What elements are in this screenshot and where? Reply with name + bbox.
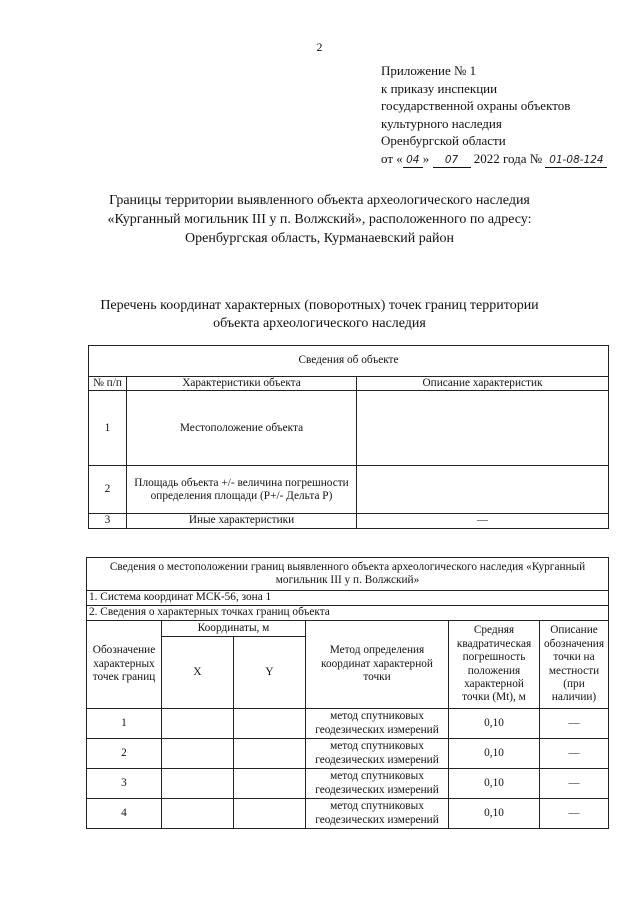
date-mid: »: [422, 150, 430, 166]
table-row: [87, 709, 609, 739]
date-month: 07: [433, 154, 471, 168]
date-year: 2022 года №: [473, 150, 543, 166]
col-header-error: Средняя квадратическая погрешность положения характерной точки (Mt), м: [449, 621, 540, 709]
order-number: 01-08-124: [545, 154, 607, 168]
row-description: [357, 466, 609, 514]
table-row: [87, 769, 609, 799]
title-line: «Курганный могильник III у п. Волжский», расположенного по адресу:: [107, 212, 532, 227]
point-error: 0,10: [449, 739, 540, 769]
title-line: Оренбургская область, Курманаевский район: [185, 231, 454, 246]
col-header-description: Описание характеристик: [357, 377, 609, 391]
point-id: 1: [87, 709, 162, 739]
row-number: 2: [89, 466, 127, 514]
table-row: [87, 799, 609, 829]
col-header-num: № п/п: [89, 377, 127, 391]
row-description: [357, 391, 609, 466]
point-y: [234, 799, 306, 829]
subtitle-line: Перечень координат характерных (поворотных) точек границ территории: [100, 298, 539, 313]
point-description: —: [540, 739, 609, 769]
subtitle-line: объекта археологического наследия: [213, 316, 426, 331]
table-row: [89, 514, 609, 528]
point-x: [162, 799, 234, 829]
title-line: Границы территории выявленного объекта археологического наследия: [109, 193, 530, 208]
point-error: 0,10: [449, 799, 540, 829]
row-number: 3: [89, 514, 127, 528]
point-x: [162, 769, 234, 799]
appendix-line: культурного наследия: [381, 115, 502, 131]
point-description: —: [540, 709, 609, 739]
row-description: —: [357, 514, 609, 528]
point-method: метод спутниковых геодезических измерений: [306, 739, 449, 769]
object-info-table: [88, 345, 609, 529]
col-header-characteristic: Характеристики объекта: [127, 377, 357, 391]
appendix-line: Оренбургской области: [381, 133, 506, 149]
point-error: 0,10: [449, 709, 540, 739]
appendix-line: к приказу инспекции: [381, 80, 498, 96]
point-method: метод спутниковых геодезических измерений: [306, 769, 449, 799]
table-row: [87, 739, 609, 769]
document-title: [0, 191, 639, 248]
col-header-x: X: [162, 637, 234, 709]
point-y: [234, 709, 306, 739]
point-y: [234, 769, 306, 799]
table-row: [89, 391, 609, 466]
point-x: [162, 709, 234, 739]
col-header-designation: Обозначение характерных точек границ: [87, 621, 162, 709]
points-section-header: 2. Сведения о характерных точках границ объекта: [87, 606, 609, 621]
point-x: [162, 739, 234, 769]
coordinates-list-title: [0, 297, 639, 333]
page-number: 2: [316, 40, 323, 54]
point-id: 3: [87, 769, 162, 799]
table-row: [89, 466, 609, 514]
boundary-table-header: Сведения о местоположении границ выявленного объекта археологического наследия «Курганный могильник III у п. Волжский»: [87, 558, 609, 591]
point-id: 2: [87, 739, 162, 769]
appendix-date-line: [381, 150, 607, 168]
boundary-coordinates-table: [86, 557, 609, 829]
point-id: 4: [87, 799, 162, 829]
col-header-point-description: Описание обозначения точки на местности (при наличии): [540, 621, 609, 709]
col-header-y: Y: [234, 637, 306, 709]
row-characteristic: Площадь объекта +/- величина погрешности определения площади (Р+/- Дельта Р): [127, 466, 357, 514]
col-header-method: Метод определения координат характерной точки: [306, 621, 449, 709]
appendix-title: Приложение № 1: [381, 63, 477, 78]
appendix-header: [381, 62, 607, 168]
coordinate-system: 1. Система координат МСК-56, зона 1: [87, 591, 609, 606]
point-method: метод спутниковых геодезических измерений: [306, 799, 449, 829]
row-number: 1: [89, 391, 127, 466]
col-header-coordinates: Координаты, м: [162, 621, 306, 637]
point-description: —: [540, 799, 609, 829]
point-y: [234, 739, 306, 769]
point-error: 0,10: [449, 769, 540, 799]
point-description: —: [540, 769, 609, 799]
point-method: метод спутниковых геодезических измерений: [306, 709, 449, 739]
row-characteristic: Иные характеристики: [127, 514, 357, 528]
appendix-line: государственной охраны объектов: [381, 98, 571, 114]
row-characteristic: Местоположение объекта: [127, 391, 357, 466]
object-table-header: Сведения об объекте: [89, 346, 609, 377]
date-day: 04: [403, 154, 423, 168]
date-prefix: от «: [381, 150, 403, 166]
